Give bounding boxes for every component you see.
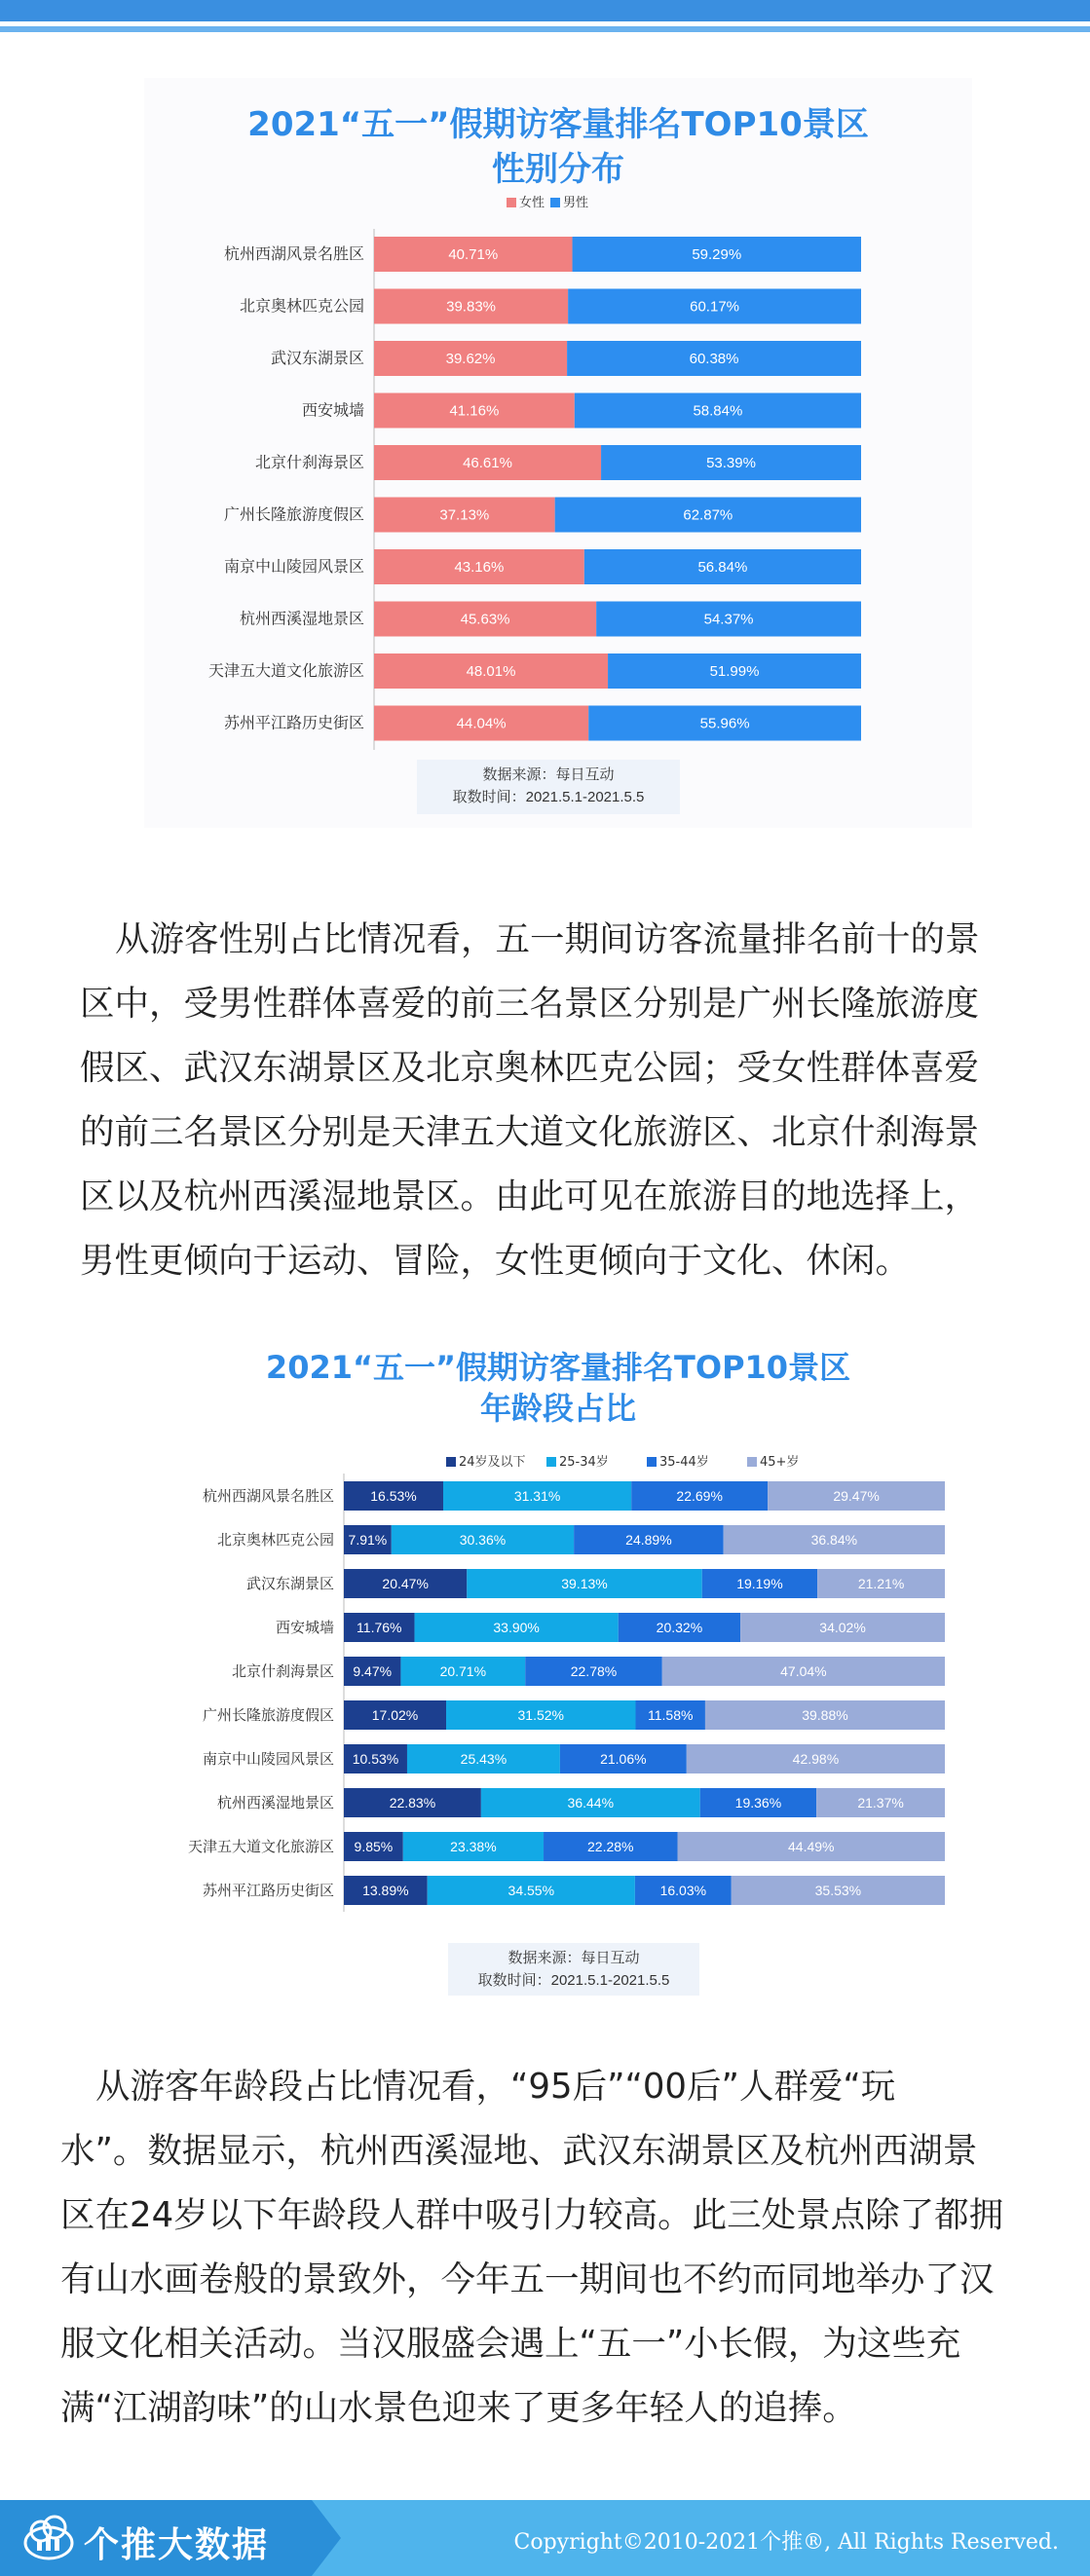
legend-swatch [546,1457,556,1467]
age-chart-date-range: 取数时间：2021.5.1-2021.5.5 [477,1972,670,1989]
category-label: 武汉东湖景区 [270,349,364,367]
bar-value-label: 11.58% [647,1707,694,1723]
bar-value-label: 22.83% [389,1795,436,1811]
paragraph-line: 区中，受男性群体喜爱的前三名景区分别是广州长隆旅游度 [80,984,980,1024]
legend-swatch [747,1457,757,1467]
bar-value-label: 51.99% [709,663,760,680]
bar-value-label: 19.19% [736,1576,783,1591]
bar-value-label: 21.06% [600,1751,647,1767]
bar-value-label: 44.49% [788,1839,835,1854]
bar-value-label: 21.37% [857,1795,904,1811]
bar-value-label: 16.03% [659,1883,707,1898]
bar-value-label: 22.69% [676,1488,723,1504]
bar-value-label: 59.29% [692,246,742,263]
bar-value-label: 10.53% [352,1751,399,1767]
bar-value-label: 35.53% [814,1883,862,1898]
gender-chart [144,78,972,760]
chart-legend [446,1454,799,1470]
bar-value-label: 46.61% [463,455,512,471]
bar-value-label: 11.76% [357,1620,402,1635]
age-chart-source-box [448,1943,699,1996]
paragraph-line: 有山水画卷般的景致外，今年五一期间也不约而同地举办了汉 [60,2259,995,2299]
bar-value-label: 47.04% [780,1663,827,1679]
bar-value-label: 7.91% [348,1532,388,1548]
paragraph-line: 水”。数据显示，杭州西溪湿地、武汉东湖景区及杭州西湖景 [60,2131,978,2171]
bar-value-label: 9.47% [353,1663,393,1679]
gender-chart-source: 数据来源：每日互动 [482,766,615,783]
bar-value-label: 34.55% [507,1883,555,1898]
category-label: 天津五大道文化旅游区 [207,661,364,680]
footer-copyright: Copyright©2010-2021个推®, All Rights Reserved. [513,2530,1059,2555]
age-chart-title-line2: 年龄段占比 [479,1390,636,1427]
gender-analysis-paragraph [80,908,1044,1293]
gender-chart-title-line1: 2021“五一”假期访客量排名TOP10景区 [247,105,869,144]
bar-value-label: 31.52% [517,1707,564,1723]
bar-value-label: 45.63% [460,611,510,628]
cloud-chart-icon [21,2512,76,2564]
age-analysis-paragraph [60,2055,1064,2441]
legend-label: 45+岁 [760,1455,800,1470]
bar-value-label: 44.04% [456,715,507,732]
paragraph-line: 区在24岁以下年龄段人群中吸引力较高。此三处景点除了都拥 [60,2195,1004,2235]
bar-value-label: 39.62% [445,351,496,367]
category-label: 西安城墙 [301,400,364,420]
category-label: 西安城墙 [275,1619,334,1636]
top-banner-bar [0,0,1090,21]
paragraph-line: 男性更倾向于运动、冒险，女性更倾向于文化、休闲。 [80,1241,911,1281]
bar-value-label: 34.02% [819,1620,866,1635]
bar-value-label: 37.13% [439,506,490,524]
legend-swatch [550,198,560,207]
category-label: 北京奥林匹克公园 [216,1531,334,1549]
category-label: 武汉东湖景区 [245,1575,334,1592]
gender-chart-title-line2: 性别分布 [492,150,624,189]
bar-value-label: 23.38% [450,1839,497,1854]
bar-value-label: 20.47% [382,1576,429,1591]
bar-value-label: 39.88% [802,1707,848,1723]
footer-brand: 个推大数据 [84,2525,270,2565]
category-label: 杭州西溪湿地景区 [216,1794,334,1811]
category-label: 广州长隆旅游度假区 [202,1706,334,1724]
category-label: 南京中山陵园风景区 [223,557,364,576]
bar-value-label: 24.89% [625,1532,672,1548]
legend-label: 女性 [519,196,545,210]
legend-label: 24岁及以下 [459,1455,526,1470]
category-label: 北京什刹海景区 [231,1662,334,1680]
bar-value-label: 21.21% [857,1576,905,1591]
paragraph-line: 的前三名景区分别是天津五大道文化旅游区、北京什刹海景 [80,1112,980,1152]
category-label: 苏州平江路历史街区 [223,713,364,732]
bar-value-label: 22.28% [587,1839,634,1854]
gender-chart-panel [144,78,972,828]
bar-value-label: 17.02% [371,1707,419,1723]
bar-value-label: 16.53% [370,1488,417,1504]
footer-bar [0,2500,1090,2576]
category-label: 北京什刹海景区 [254,453,364,471]
bar-value-label: 20.71% [439,1663,487,1679]
age-chart-source: 数据来源：每日互动 [507,1950,640,1966]
bar-value-label: 36.84% [810,1532,858,1548]
bar-value-label: 54.37% [703,611,754,628]
category-label: 广州长隆旅游度假区 [223,504,364,524]
legend-swatch [446,1457,456,1467]
bar-value-label: 39.83% [446,298,497,316]
category-label: 天津五大道文化旅游区 [187,1838,334,1855]
bar-value-label: 41.16% [449,402,500,420]
legend-label: 35-44岁 [659,1455,709,1470]
paragraph-line: 从游客年龄段占比情况看，“95后”“00后”人群爱“玩 [95,2067,896,2107]
bar-value-label: 60.17% [690,298,740,316]
bar-value-label: 19.36% [734,1795,782,1811]
bar-value-label: 33.90% [493,1620,540,1635]
bar-value-label: 53.39% [706,455,756,471]
gender-chart-date-range: 取数时间：2021.5.1-2021.5.5 [452,789,645,805]
age-chart [144,1329,972,1933]
bar-value-label: 13.89% [362,1883,409,1898]
age-chart-title-line1: 2021“五一”假期访客量排名TOP10景区 [265,1349,851,1386]
bar-value-label: 25.43% [460,1751,507,1767]
bar-value-label: 22.78% [570,1663,618,1679]
category-label: 北京奥林匹克公园 [239,296,364,316]
bar-value-label: 36.44% [567,1795,615,1811]
category-label: 南京中山陵园风景区 [202,1750,334,1768]
category-label: 杭州西湖风景名胜区 [223,244,364,263]
paragraph-line: 从游客性别占比情况看，五一期间访客流量排名前十的景 [115,919,980,959]
paragraph-line: 服文化相关活动。当汉服盛会遇上“五一”小长假，为这些充 [60,2324,961,2364]
bar-value-label: 40.71% [448,246,499,263]
bar-value-label: 48.01% [466,663,516,680]
legend-swatch [507,198,516,207]
bar-value-label: 39.13% [561,1576,608,1591]
bar-value-label: 29.47% [833,1488,880,1504]
bar-value-label: 30.36% [459,1532,507,1548]
bar-value-label: 42.98% [792,1751,840,1767]
legend-label: 25-34岁 [559,1455,609,1470]
age-chart-panel [144,1329,972,2001]
category-label: 苏州平江路历史街区 [202,1882,334,1899]
bar-value-label: 55.96% [699,715,750,732]
category-label: 杭州西湖风景名胜区 [202,1487,334,1505]
chart-legend [507,195,588,210]
top-banner-stripe [0,26,1090,32]
bar-value-label: 56.84% [697,559,748,576]
bar-value-label: 31.31% [513,1488,561,1504]
bar-value-label: 60.38% [689,351,739,367]
bar-value-label: 62.87% [683,506,733,524]
category-label: 杭州西溪湿地景区 [239,609,364,628]
bar-value-label: 58.84% [693,402,743,420]
legend-label: 男性 [563,196,589,210]
paragraph-line: 区以及杭州西溪湿地景区。由此可见在旅游目的地选择上， [80,1176,980,1216]
bar-value-label: 20.32% [656,1620,703,1635]
bar-value-label: 43.16% [454,559,505,576]
bar-value-label: 9.85% [354,1839,394,1854]
paragraph-line: 假区、武汉东湖景区及北京奥林匹克公园；受女性群体喜爱 [80,1048,980,1088]
gender-chart-source-box [417,760,680,814]
legend-swatch [647,1457,657,1467]
paragraph-line: 满“江湖韵味”的山水景色迎来了更多年轻人的追捧。 [60,2388,857,2428]
